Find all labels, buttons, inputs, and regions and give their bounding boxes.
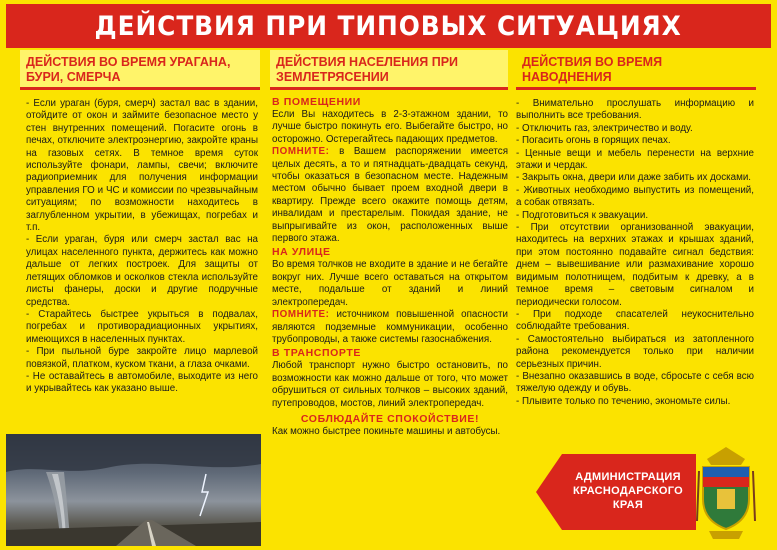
flood-header [516,50,756,90]
storm-heading: ДЕЙСТВИЯ ВО ВРЕМЯ УРАГАНА, БУРИ, СМЕРЧА [26,54,231,84]
krasnodar-coat-of-arms-icon [695,441,757,541]
remember-1-text: в Вашем распоряжении имеется целых десять, а то и пятнадцать-двадцать секунд, чтобы оказаться в безопасном месте. Надежным местом обычно бывает проем входной двери в квартиру. Прежде всего окажите помощь детям, инвалидам и престарелым. Покидая здание, не выпрыгивайте из окон, расположенных выше первого этажа. [272,146,508,245]
flood-heading: ДЕЙСТВИЯ ВО ВРЕМЯ НАВОДНЕНИЯ [522,54,663,84]
quake-remember-2 [270,309,508,346]
flood-column [516,50,756,408]
storm-text: - Если ураган (буря, смерч) застал вас в здании, отойдите от окон и займите безопасное место у стен внутренних помещений. Погасите огонь в печах, отключите электроэнергию, закройте краны на газовых сетях. В темное время суток используйте фонари, лампы, свечи; включите радиоприемник для получения информации управления ГО и ЧС и комиссии по чрезвычайным ситуациям; по возможности находитесь в заглубленном укрытии, в убежищах, погребах и т.п. - Если ураган, буря или смерч застал вас на улицах населенного пункта, держитесь как можно дальше от легких построек. Для защиты от летящих обломков и осколков стекла используйте листы фанеры, доски и другие подручные средства. - Старайтесь быстрее укрыться в подвалах, погребах и противорадиационных укрытиях, имеющихся в населенных пунктах. - При пыльной буре закройте лицо марлевой повязкой, платком, куском ткани, а глаза очками. - Не оставайтесь в автомобиле, выходите из него и укрывайтесь как указано выше. [26,98,258,395]
storm-header [20,50,260,90]
remember-2-text: источником повышенной опасности являются подземные коммуникации, особенно трубопроводы, а также системы газоснабжения. [272,309,508,345]
admin-label: АДМИНИСТРАЦИЯ КРАСНОДАРСКОГО КРАЯ [573,471,683,511]
quake-indoor-title: В ПОМЕЩЕНИИ [272,96,361,108]
quake-street-text: Во время толчков не входите в здание и не бегайте вокруг них. Лучше всего оставаться на открытом месте, подальше от зданий и линий электропередач. [272,259,508,308]
quake-calm-text: Как можно быстрее покиньте машины и автобусы. [272,425,501,437]
flood-text: - Внимательно прослушать информацию и выполнить все требования. - Отключить газ, электричество и воду. - Погасить огонь в горящих печах. - Ценные вещи и мебель перенести на верхние этажи и чердак. - Закрыть окна, двери или даже забить их досками. - Животных необходимо выпустить из помещений, а собак отвязать. - Подготовиться к эвакуации. - При отсутствии организованной эвакуации, находитесь на верхних этажах и крышах зданий, при этом постоянно подавайте сигнал бедствия: днем – вывешивание или размахивание хорошо видимым полотнищем, подбитым к древку, а в темное время – световым сигналом и периодически голосом. - При подходе спасателей неукоснительно соблюдайте требования. - Самостоятельно выбираться из затопленного района рекомендуется только при наличии серьезных причин. - Внезапно оказавшись в воде, сбросьте с себя всю тяжелую одежду и обувь. - Плывите только по течению, экономьте силы. [516,98,754,407]
quake-indoor-text: Если Вы находитесь в 2-3-этажном здании, то лучше быстро покинуть его. Выбегайте быстро, но осторожно. Остерегайтесь падающих предметов. [272,109,508,145]
quake-heading: ДЕЙСТВИЯ НАСЕЛЕНИЯ ПРИ ЗЕМЛЕТРЯСЕНИИ [276,54,459,84]
quake-header [270,50,508,90]
storm-column [20,50,260,396]
quake-column [270,50,508,438]
quake-remember-1 [270,146,508,245]
quake-transport-text: Любой транспорт нужно быстро остановить, по возможности как можно дальше от того, что может обрушиться от сильных толчков – высоких зданий, путепроводов, мостов, линий электропередач. [272,360,508,409]
page-title: ДЕЙСТВИЯ ПРИ ТИПОВЫХ СИТУАЦИЯХ [94,10,683,42]
quake-street-title: НА УЛИЦЕ [272,246,331,259]
remember-label: ПОМНИТЕ: [272,309,330,321]
title-banner [6,4,771,48]
remember-label: ПОМНИТЕ: [272,146,330,158]
tornado-photo [6,434,261,546]
quake-calm-title: СОБЛЮДАЙТЕ СПОКОЙСТВИЕ! [300,412,480,425]
quake-transport-title: В ТРАНСПОРТЕ [272,347,361,360]
